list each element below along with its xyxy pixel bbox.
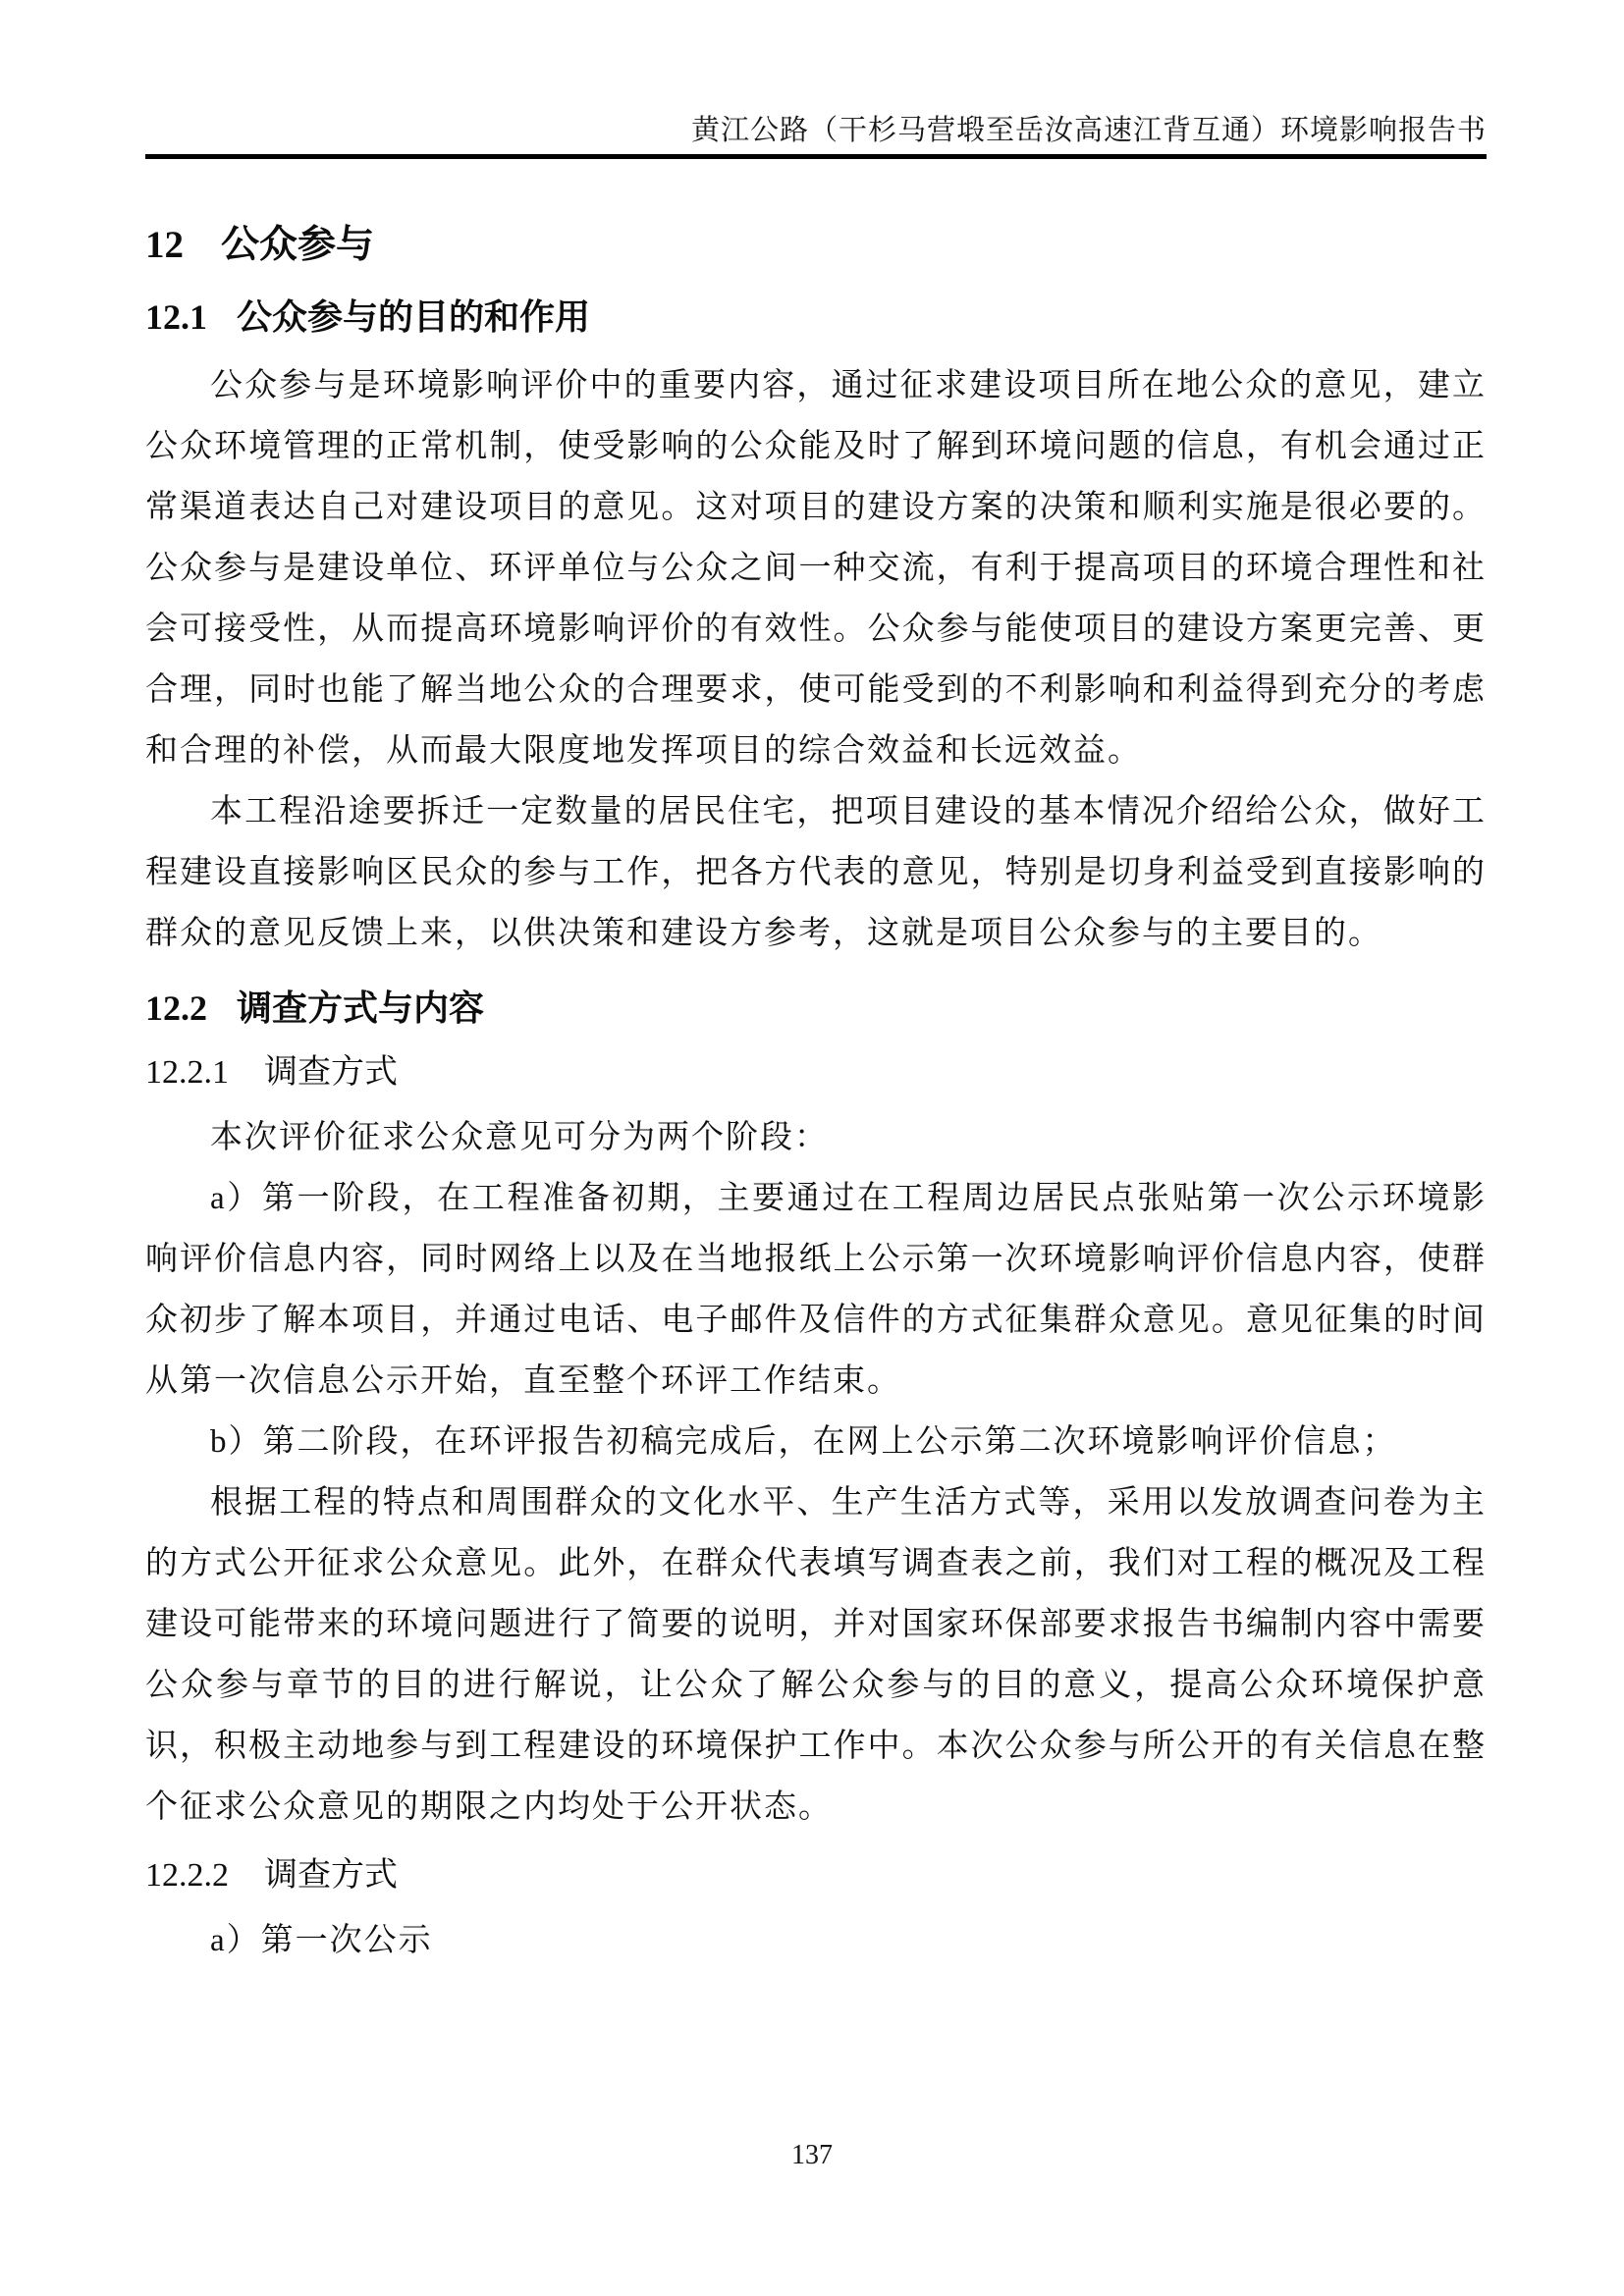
section-12-2-2-title: 调查方式	[264, 1857, 398, 1894]
page-number: 137	[791, 2140, 833, 2170]
section-12-2-1-heading	[145, 1046, 1487, 1099]
paragraph-3: 本次评价征求公众意见可分为两个阶段：	[210, 1120, 829, 1155]
paragraph-5: b）第二阶段，在环评报告初稿完成后，在网上公示第二次环境影响评价信息；	[210, 1424, 1397, 1460]
page-footer	[0, 2140, 1624, 2171]
section-12-heading	[145, 218, 1487, 273]
section-12-2-1-number: 12.2.1	[145, 1054, 229, 1091]
section-12-2-number: 12.2	[145, 988, 207, 1028]
section-12-2-1-title: 调查方式	[264, 1054, 398, 1091]
section-12-1-title: 公众参与的目的和作用	[237, 296, 591, 337]
paragraph-7: a）第一次公示	[210, 1923, 433, 1958]
paragraph-2: 本工程沿途要拆迁一定数量的居民住宅，把项目建设的基本情况介绍给公众，做好工程建设直接影响区民众的参与工作，把各方代表的意见，特别是切身利益受到直接影响的群众的意见反馈上来，以供决策和建设方参考，这就是项目公众参与的主要目的。	[145, 794, 1487, 951]
section-12-1-heading	[145, 291, 1487, 344]
section-12-2-heading	[145, 982, 1487, 1035]
paragraph-4: a）第一阶段，在工程准备初期，主要通过在工程周边居民点张贴第一次公示环境影响评价信息内容，同时网络上以及在当地报纸上公示第一次环境影响评价信息内容，使群众初步了解本项目，并通过电话、电子邮件及信件的方式征集群众意见。意见征集的时间从第一次信息公示开始，直至整个环评工作结束。	[145, 1181, 1487, 1399]
running-header	[145, 108, 1487, 148]
section-12-1-number: 12.1	[145, 297, 207, 337]
section-12-2-2-number: 12.2.2	[145, 1857, 229, 1894]
section-12-title: 公众参与	[221, 224, 375, 266]
paragraph-1: 公众参与是环境影响评价中的重要内容，通过征求建设项目所在地公众的意见，建立公众环境管理的正常机制，使受影响的公众能及时了解到环境问题的信息，有机会通过正常渠道表达自己对建设项目的意见。这对项目的建设方案的决策和顺利实施是很必要的。公众参与是建设单位、环评单位与公众之间一种交流，有利于提高项目的环境合理性和社会可接受性，从而提高环境影响评价的有效性。公众参与能使项目的建设方案更完善、更合理，同时也能了解当地公众的合理要求，使可能受到的不利影响和利益得到充分的考虑和合理的补偿，从而最大限度地发挥项目的综合效益和长远效益。	[145, 368, 1487, 769]
section-12-number: 12	[145, 224, 184, 266]
section-12-2-title: 调查方式与内容	[237, 988, 485, 1028]
running-header-title: 黄江公路（干杉马营塅至岳汝高速江背互通）环境影响报告书	[690, 115, 1487, 146]
section-12-2-2-heading	[145, 1849, 1487, 1902]
document-body	[145, 196, 1487, 1971]
header-rule	[145, 154, 1487, 159]
paragraph-6: 根据工程的特点和周围群众的文化水平、生产生活方式等，采用以发放调查问卷为主的方式公开征求公众意见。此外，在群众代表填写调查表之前，我们对工程的概况及工程建设可能带来的环境问题进行了简要的说明，并对国家环保部要求报告书编制内容中需要公众参与章节的目的进行解说，让公众了解公众参与的目的意义，提高公众环境保护意识，积极主动地参与到工程建设的环境保护工作中。本次公众参与所公开的有关信息在整个征求公众意见的期限之内均处于公开状态。	[145, 1485, 1487, 1825]
